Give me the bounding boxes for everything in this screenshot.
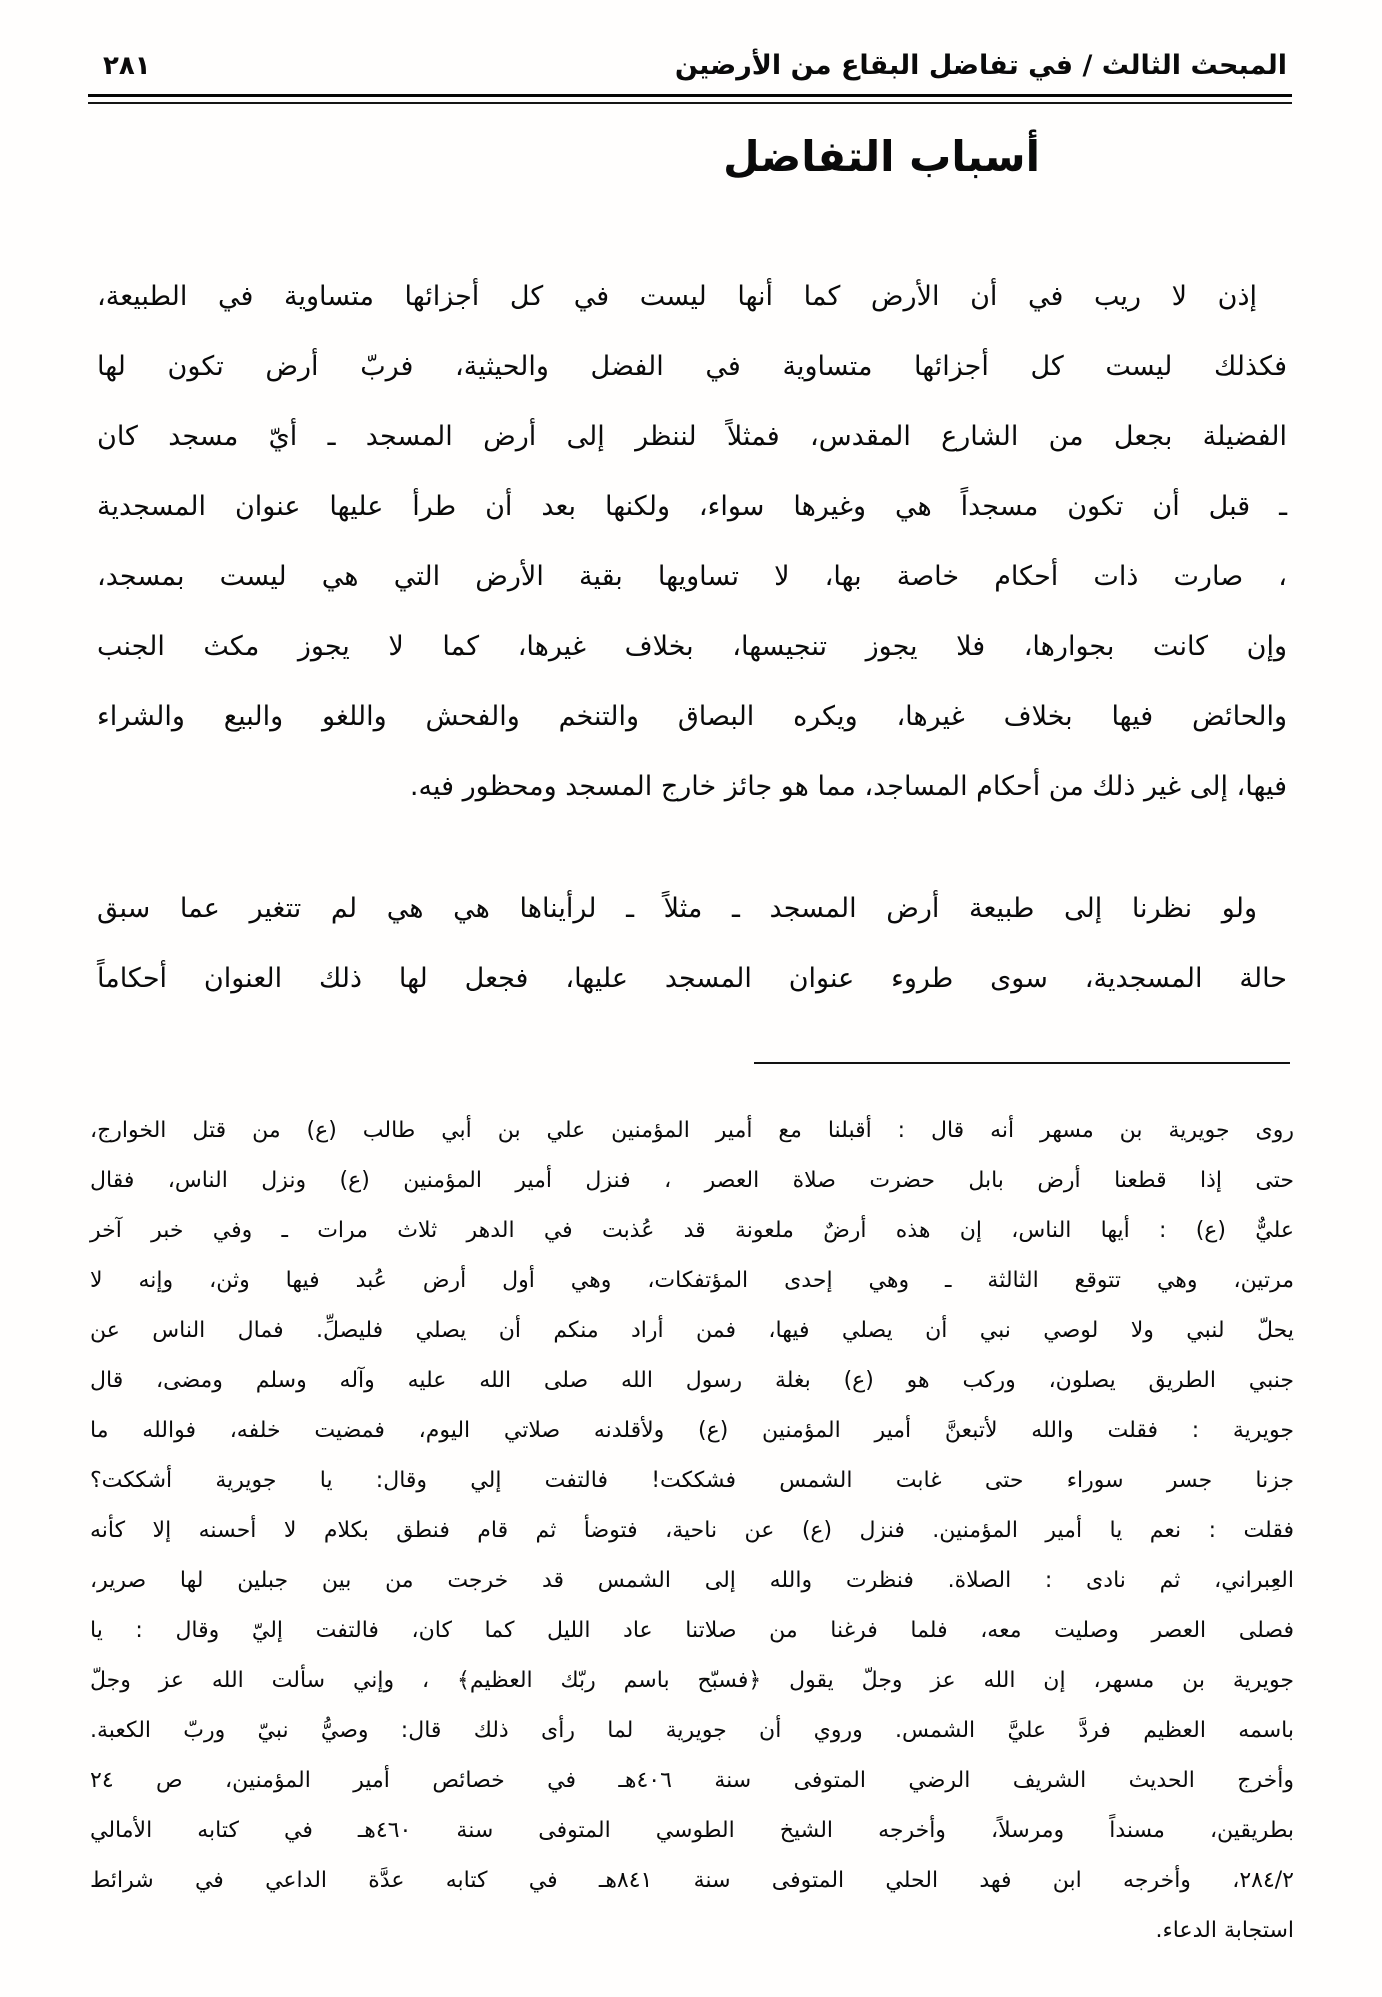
body-line: ، صارت ذات أحكام خاصة بها، لا تساويها بقية الأرض التي هي ليست بمسجد، [97, 561, 1287, 592]
body-line: فكذلك ليست كل أجزائها متساوية في الفضل والحيثية، فربّ أرض تكون لها [97, 351, 1287, 382]
footnote-line: جزنا جسر سوراء حتى غابت الشمس فشككت! فالتفت إلي وقال: يا جويرية أشككت؟ [90, 1468, 1294, 1493]
body-line: حالة المسجدية، سوى طروء عنوان المسجد عليها، فجعل لها ذلك العنوان أحكاماً [97, 963, 1287, 994]
page-number: ٢٨١ [103, 51, 151, 81]
footnote-line: حتى إذا قطعنا أرض بابل حضرت صلاة العصر ، فنزل أمير المؤمنين (ع) ونزل الناس، فقال [90, 1168, 1294, 1193]
footnote-line: جنبي الطريق يصلون، وركب هو (ع) بغلة رسول الله صلى الله عليه وآله وسلم ومضى، قال [90, 1368, 1294, 1393]
footnote-line: ٢٨٤/٢، وأخرجه ابن فهد الحلي المتوفى سنة ٨٤١هـ في كتابه عدَّة الداعي في شرائط [90, 1868, 1294, 1893]
footnote-separator [754, 1062, 1290, 1064]
body-line: والحائض فيها بخلاف غيرها، ويكره البصاق والتنخم والفحش واللغو والبيع والشراء [97, 701, 1287, 732]
body-line: وإن كانت بجوارها، فلا يجوز تنجيسها، بخلاف غيرها، كما لا يجوز مكث الجنب [97, 631, 1287, 662]
footnote-line: يحلّ لنبي ولا لوصي نبي أن يصلي فيها، فمن أراد منكم أن يصلي فليصلِّ. فمال الناس عن [90, 1318, 1294, 1343]
section-heading: أسباب التفاضل [723, 132, 1040, 181]
footnote-line: وأخرج الحديث الشريف الرضي المتوفى سنة ٤٠٦هـ في خصائص أمير المؤمنين، ص ٢٤ [90, 1768, 1294, 1793]
body-line: الفضيلة بجعل من الشارع المقدس، فمثلاً لننظر إلى أرض المسجد ـ أيّ مسجد كان [97, 421, 1287, 452]
footnote-line: باسمه العظيم فردَّ عليَّ الشمس. وروي أن جويرية لما رأى ذلك قال: وصيُّ نبيّ وربّ الكعبة. [90, 1718, 1294, 1743]
footnote-line: فصلى العصر وصليت معه، فلما فرغنا من صلاتنا عاد الليل كما كان، فالتفت إليّ وقال : يا [90, 1618, 1294, 1643]
footnote-line: روى جويرية بن مسهر أنه قال : أقبلنا مع أمير المؤمنين علي بن أبي طالب (ع) من قتل الخوارج، [90, 1118, 1294, 1143]
body-line: ولو نظرنا إلى طبيعة أرض المسجد ـ مثلاً ـ لرأيناها هي هي لم تتغير عما سبق [97, 893, 1257, 924]
footnote-line: العِبراني، ثم نادى : الصلاة. فنظرت والله إلى الشمس قد خرجت من بين جبلين لها صرير، [90, 1568, 1294, 1593]
footnote-line: مرتين، وهي تتوقع الثالثة ـ وهي إحدى المؤتفكات، وهي أول أرض عُبد فيها وثن، وإنه لا [90, 1268, 1294, 1293]
footnote-text [90, 1106, 1294, 1956]
header-rule [88, 94, 1292, 104]
footnote-line: استجابة الدعاء. [1155, 1918, 1294, 1943]
running-title: المبحث الثالث / في تفاضل البقاع من الأرضين [674, 50, 1287, 81]
body-text [97, 262, 1287, 1014]
footnote-line: عليٌّ (ع) : أيها الناس، إن هذه أرضٌ ملعونة قد عُذبت في الدهر ثلاث مرات ـ وفي خبر آخر [90, 1218, 1294, 1243]
footnote-line: جويرية بن مسهر، إن الله عز وجلّ يقول ﴿فسبّح باسم ربّك العظيم﴾ ، وإني سألت الله عز وجلّ [90, 1668, 1294, 1693]
body-line: فيها، إلى غير ذلك من أحكام المساجد، مما هو جائز خارج المسجد ومحظور فيه. [409, 771, 1287, 802]
body-line: ـ قبل أن تكون مسجداً هي وغيرها سواء، ولكنها بعد أن طرأ عليها عنوان المسجدية [97, 491, 1287, 522]
footnote-line: جويرية : فقلت والله لأتبعنَّ أمير المؤمنين (ع) ولأقلدنه صلاتي اليوم، فمضيت خلفه، فوالله ما [90, 1418, 1294, 1443]
footnote-line: فقلت : نعم يا أمير المؤمنين. فنزل (ع) عن ناحية، فتوضأ ثم قام فنطق بكلام لا أحسنه إلا كأنه [90, 1518, 1294, 1543]
body-line: إذن لا ريب في أن الأرض كما أنها ليست في كل أجزائها متساوية في الطبيعة، [97, 281, 1257, 312]
footnote-line: بطريقين، مسنداً ومرسلاً، وأخرجه الشيخ الطوسي المتوفى سنة ٤٦٠هـ في كتابه الأمالي [90, 1818, 1294, 1843]
page-header [95, 50, 1287, 81]
